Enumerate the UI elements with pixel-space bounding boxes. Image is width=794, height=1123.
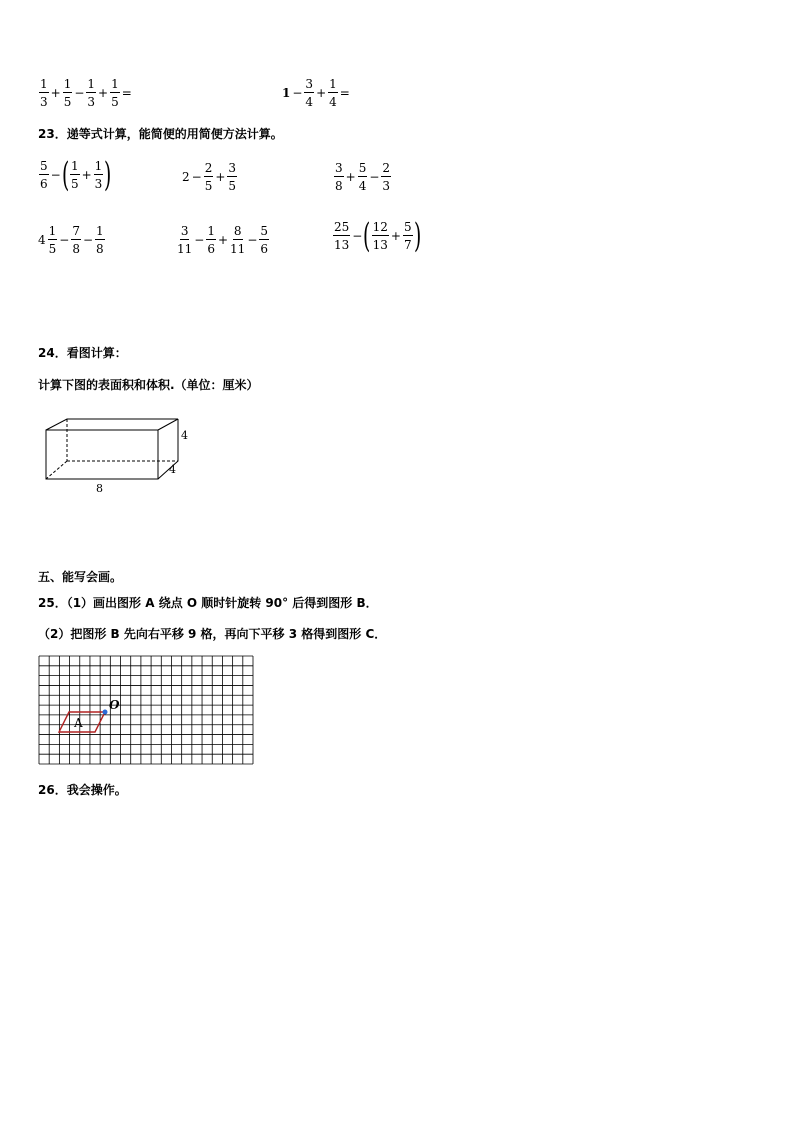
numerator: 1 bbox=[94, 159, 103, 173]
cuboid-front-face bbox=[46, 430, 158, 479]
numerator: 5 bbox=[40, 159, 48, 173]
denominator: 13 bbox=[372, 238, 388, 252]
operator: − bbox=[74, 86, 85, 100]
operator: + bbox=[81, 168, 92, 182]
whole-number: 4 bbox=[38, 233, 46, 247]
q23-expr-3 bbox=[333, 162, 392, 192]
q24-title: 24．看图计算： bbox=[38, 346, 127, 360]
cuboid-figure bbox=[38, 415, 198, 497]
operator: = bbox=[339, 86, 350, 100]
denominator: 3 bbox=[94, 177, 103, 191]
operator: − bbox=[352, 229, 363, 243]
parenthesis: ( bbox=[61, 155, 69, 195]
denominator: 4 bbox=[329, 95, 337, 109]
denominator: 11 bbox=[177, 242, 193, 256]
fraction bbox=[304, 78, 314, 108]
denominator: 8 bbox=[335, 179, 343, 193]
numerator: 5 bbox=[403, 220, 412, 234]
numerator: 1 bbox=[329, 77, 337, 91]
q23-expr-4 bbox=[38, 225, 106, 255]
numerator: 3 bbox=[228, 161, 237, 175]
numerator: 5 bbox=[358, 161, 367, 175]
q25-part2: （2）把图形 B 先向右平移 9 格，再向下平移 3 格得到图形 C． bbox=[38, 627, 387, 641]
operator: = bbox=[121, 86, 132, 100]
denominator: 5 bbox=[204, 179, 213, 193]
grid-lines bbox=[39, 656, 253, 764]
numerator: 1 bbox=[87, 77, 96, 91]
parenthesis: ) bbox=[413, 216, 421, 256]
operator: + bbox=[98, 86, 109, 100]
denominator: 6 bbox=[207, 242, 215, 256]
numerator: 5 bbox=[260, 224, 269, 238]
fraction bbox=[206, 225, 216, 255]
denominator: 3 bbox=[87, 95, 96, 109]
fraction bbox=[110, 78, 120, 108]
denominator: 8 bbox=[72, 242, 80, 256]
q25-part1: 25．（1）画出图形 A 绕点 O 顺时针旋转 90° 后得到图形 B． bbox=[38, 596, 378, 610]
denominator: 6 bbox=[260, 242, 269, 256]
fraction bbox=[63, 78, 73, 108]
numerator: 2 bbox=[382, 161, 391, 175]
cuboid-height-label: 4 bbox=[181, 429, 188, 442]
operator: + bbox=[217, 233, 229, 247]
fraction bbox=[71, 225, 81, 255]
q23-expr-5 bbox=[176, 225, 270, 255]
denominator: 11 bbox=[230, 242, 246, 256]
denominator: 5 bbox=[111, 95, 119, 109]
q23-title: 23．递等式计算，能简便的用简便方法计算。 bbox=[38, 127, 283, 141]
expr-top-left bbox=[38, 78, 133, 108]
operator: + bbox=[316, 86, 327, 100]
fraction bbox=[381, 162, 391, 192]
parenthesis: ( bbox=[363, 216, 371, 256]
fraction bbox=[333, 221, 350, 251]
q23-expr-1 bbox=[38, 155, 112, 195]
fraction bbox=[328, 78, 338, 108]
cuboid-length-label: 8 bbox=[96, 482, 103, 495]
numerator: 1 bbox=[111, 77, 119, 91]
numerator: 3 bbox=[305, 77, 314, 91]
numerator: 1 bbox=[40, 77, 48, 91]
fraction bbox=[334, 162, 344, 192]
denominator: 5 bbox=[228, 179, 237, 193]
point-o-label: O bbox=[109, 698, 120, 712]
numerator: 12 bbox=[372, 220, 388, 234]
numerator: 3 bbox=[335, 161, 343, 175]
numerator: 25 bbox=[334, 220, 350, 234]
shape-a-label: A bbox=[74, 716, 83, 730]
operator: − bbox=[50, 168, 61, 182]
numerator: 1 bbox=[48, 224, 57, 238]
operator: − bbox=[59, 233, 70, 247]
numerator: 1 bbox=[207, 224, 215, 238]
q26-title: 26．我会操作。 bbox=[38, 783, 127, 797]
fraction bbox=[204, 162, 214, 192]
q23-expr-2 bbox=[182, 162, 238, 192]
operator: + bbox=[345, 170, 356, 184]
q23-expr-6 bbox=[332, 216, 421, 256]
numerator: 1 bbox=[96, 224, 104, 238]
fraction bbox=[372, 221, 389, 251]
point-o bbox=[103, 710, 108, 715]
expr-top-right bbox=[282, 78, 351, 108]
numerator: 1 bbox=[63, 77, 72, 91]
fraction bbox=[39, 78, 49, 108]
fraction bbox=[94, 160, 104, 190]
fraction bbox=[177, 225, 192, 255]
numerator: 3 bbox=[180, 224, 189, 238]
operator: + bbox=[215, 170, 226, 184]
whole-number: 1 bbox=[282, 86, 291, 100]
denominator: 5 bbox=[48, 242, 57, 256]
numerator: 8 bbox=[233, 224, 242, 238]
fraction bbox=[358, 162, 368, 192]
whole-number: 2 bbox=[182, 170, 190, 184]
denominator: 6 bbox=[40, 177, 48, 191]
operator: − bbox=[369, 170, 380, 184]
parenthesis: ) bbox=[104, 155, 112, 195]
q25-grid[interactable] bbox=[38, 655, 254, 765]
numerator: 7 bbox=[72, 224, 80, 238]
section5-title: 五、能写会画。 bbox=[38, 570, 123, 584]
operator: − bbox=[194, 233, 205, 247]
denominator: 3 bbox=[382, 179, 391, 193]
denominator: 3 bbox=[40, 95, 48, 109]
q24-subtitle: 计算下图的表面积和体积.（单位：厘米） bbox=[38, 378, 259, 392]
fraction bbox=[227, 162, 237, 192]
cuboid-width-label: 4 bbox=[169, 463, 176, 476]
fraction bbox=[403, 221, 413, 251]
operator: − bbox=[82, 233, 94, 247]
denominator: 5 bbox=[63, 95, 72, 109]
operator: − bbox=[191, 170, 202, 184]
denominator: 5 bbox=[70, 177, 79, 191]
fraction bbox=[48, 225, 58, 255]
fraction bbox=[259, 225, 269, 255]
fraction bbox=[86, 78, 96, 108]
fraction bbox=[95, 225, 105, 255]
operator: − bbox=[247, 233, 258, 247]
fraction bbox=[230, 225, 245, 255]
fraction bbox=[39, 160, 49, 190]
fraction bbox=[70, 160, 80, 190]
cuboid-top-face bbox=[46, 419, 178, 430]
denominator: 4 bbox=[305, 95, 314, 109]
numerator: 1 bbox=[70, 159, 79, 173]
denominator: 4 bbox=[358, 179, 367, 193]
numerator: 2 bbox=[204, 161, 213, 175]
denominator: 7 bbox=[403, 238, 412, 252]
denominator: 8 bbox=[96, 242, 104, 256]
operator: − bbox=[292, 86, 303, 100]
operator: + bbox=[50, 86, 61, 100]
operator: + bbox=[390, 229, 401, 243]
denominator: 13 bbox=[334, 238, 350, 252]
